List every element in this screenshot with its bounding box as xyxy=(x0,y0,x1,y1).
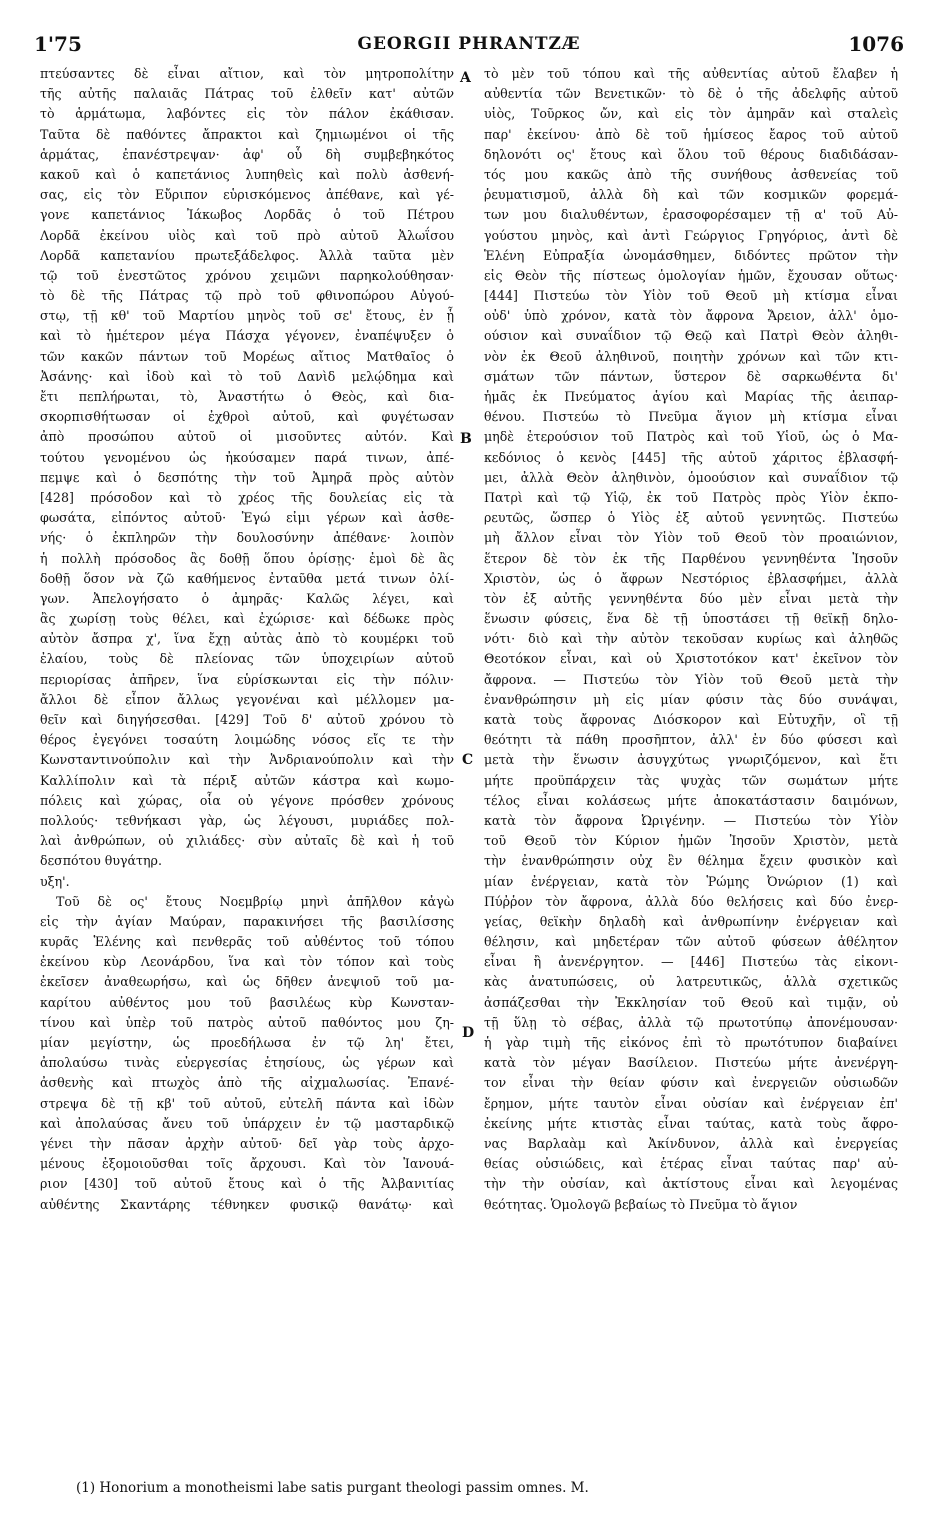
left-column-line: φωσάτα, εἰπόντος αὐτοῦ· Ἐγώ εἰμι γέρων καὶ ἀσθε- xyxy=(40,510,454,526)
right-column-line: ούσιον καὶ συναΐδιον τῷ Θεῷ καὶ Πατρὶ Θεὸν ἀληθι- xyxy=(484,328,898,344)
right-column-line: δηλονότι ος' ἔτους καὶ ὅλου τοῦ θέρους διαδιδάσαν- xyxy=(484,146,898,162)
right-column-line: ἕτερον δὲ τὸν ἐκ τῆς Παρθένου γεννηθέντα Ἰησοῦν xyxy=(484,550,898,566)
right-column-line: μήτε προϋπάρχειν τὰς ψυχὰς τῶν σωμάτων μήτε xyxy=(484,772,898,788)
left-column-line: καὶ ἀπολαύσας ἄνευ τοῦ ὑπάρχειν ἐν τῷ μασταρδικῷ xyxy=(40,1115,454,1131)
right-column-line: Χριστὸν, ὡς ὁ ἄφρων Νεστόριος ἐβλασφήμει, ἀλλὰ xyxy=(484,570,898,586)
left-column-line: Λορδᾶ καπετανίου πρωτεξάδελφος. Ἀλλὰ ταῦτα μὲν xyxy=(40,247,454,263)
left-column-line: ἀσθενὴς καὶ πτωχὸς ἀπὸ τῆς αἰχμαλωσίας. Ἐπανέ- xyxy=(40,1075,454,1091)
left-column-line: ἂς χωρίσῃ τοὺς θέλει, καὶ ἐχώρισε· καὶ δέδωκε πρὸς xyxy=(40,611,454,627)
left-column-line: Ἀσάνης· καὶ ἰδοὺ καὶ τὸ τοῦ Δανὶδ μελῴδημα καὶ xyxy=(40,368,454,384)
right-column-line: Ἑλένη Εὐπραξία ὠνομάσθημεν, διδόντες πρῶτον τὴν xyxy=(484,247,898,263)
right-column-line: μηδὲ ἑτερούσιον τοῦ Πατρὸς καὶ τοῦ Υἱοῦ, ὡς ὁ Μα- xyxy=(484,429,898,445)
right-column-line: τὴν τὴν οὐσίαν, καὶ ἀκτίστους εἶναι καὶ λεγομένας xyxy=(484,1176,898,1192)
left-column-line: μένους ἐξομοιοῦσθαι τοῖς ἄρχουσι. Καὶ τὸν Ἰανουά- xyxy=(40,1156,454,1172)
left-column-line: λαὶ ἀνθρώπων, οὐ χιλιάδες· σὺν αὐταῖς δὲ καὶ ἡ τοῦ xyxy=(40,833,454,849)
right-column-line: τὴν ἐνανθρώπησιν οὐχ ἓν θέλημα ἔχειν φυσικὸν καὶ xyxy=(484,853,898,869)
right-column-line: παρ' ἐκείνου· ἀπὸ δὲ τοῦ ἡμίσεος ἔαρος τοῦ αὐτοῦ xyxy=(484,126,898,142)
left-column-line: Κωνσταντινούπολιν καὶ τὴν Ἀνδριανούπολιν καὶ τὴν xyxy=(40,752,454,768)
running-title: GEORGII PHRANTZÆ xyxy=(357,34,581,54)
left-column-line: ἔτι πεπλήρωται, τὸ, Ἀναστήτω ὁ Θεὸς, καὶ δια- xyxy=(40,389,454,404)
right-column-line: ἐκείνης μήτε κτιστὰς εἶναι ταύτας, κατὰ τοὺς ἄφρο- xyxy=(484,1115,898,1131)
right-column-line: ἐνανθρώπησιν μὴ εἰς μίαν φύσιν τὰς δύο συνάψαι, xyxy=(484,691,898,707)
right-column xyxy=(484,64,898,1215)
right-column-line: τον εἶναι τὴν θείαν φύσιν καὶ ἐνεργειῶν οὐσιωδῶν xyxy=(484,1075,898,1091)
left-column-line: γων. Ἀπελογήσατο ὁ ἀμηρᾶς· Καλῶς λέγει, καὶ xyxy=(40,590,454,606)
running-header xyxy=(34,32,904,62)
left-column-line: τούτου γενομένου ὡς ἠκούσαμεν παρά τινων, ἀπέ- xyxy=(40,449,454,465)
right-column-line: τός μου κακῶς ἀπὸ τῆς συνήθους ἀσθενείας τοῦ xyxy=(484,166,898,182)
right-column-line: μετὰ τὴν ἕνωσιν ἀσυγχύτως γνωριζόμενον, καὶ ἔτι xyxy=(484,752,898,768)
right-column-line: θέλησιν, καὶ μηδετέραν τῶν αὐτοῦ φύσεων ἀθέλητον xyxy=(484,934,898,950)
left-column-line: στρεψα δὲ τῇ κβ' τοῦ αὐτοῦ, εὐτελῆ πάντα καὶ ἰδὼν xyxy=(40,1095,454,1111)
left-column-line: ἐλαίου, τοὺς δὲ πλείονας τῶν ὑποχειρίων αὐτοῦ xyxy=(40,651,454,667)
left-column-line: θέρος ἐγεγόνει τοσαύτη λοιμώδης νόσος εἴς τε τὴν xyxy=(40,732,454,748)
right-column-line: μει, ἀλλὰ Θεὸν ἀληθινὸν, ὁμοούσιον καὶ συναΐδιον τῷ xyxy=(484,469,898,485)
left-column-line: πόλεις καὶ χώρας, οἷα οὐ γέγονε πρόσθεν χρόνους xyxy=(40,792,454,808)
left-column-line: Ταῦτα δὲ παθόντες ἄπρακτοι καὶ ζημιωμένοι οἱ τῆς xyxy=(40,126,454,142)
right-column-line: Πατρὶ καὶ τῷ Υἱῷ, ἐκ τοῦ Πατρὸς πρὸς Υἱὸν ἐκπο- xyxy=(484,489,898,505)
left-column-line: καρίτου αὐθέντος μου τοῦ βασιλέως κὺρ Κωνσταν- xyxy=(40,994,454,1010)
left-column-line: γένει τὴν πᾶσαν ἀρχὴν αὐτοῦ· δεῖ γὰρ τοὺς ἀρχο- xyxy=(40,1135,454,1151)
left-column-line: ἐκείνου κὺρ Λεονάρδου, ἵνα καὶ τὸν τόπον καὶ τοὺς xyxy=(40,954,454,970)
right-column-line: ἕνωσιν φύσεις, ἕνα δὲ τῇ ὑποστάσει τῇ θεϊκῇ δηλο- xyxy=(484,611,898,627)
left-column-line: ἁρμάτας, ἐπανέστρεψαν· ἀφ' οὗ δὴ συμβεβηκότος xyxy=(40,146,454,162)
right-column-line: ἄφρονα. — Πιστεύω τὸν Υἱὸν τοῦ Θεοῦ μετὰ τὴν xyxy=(484,671,898,687)
right-column-line: γείας, θεϊκὴν δηλαδὴ καὶ ἀνθρωπίνην ἐνέργειαν καὶ xyxy=(484,913,898,929)
left-column-line: πεμψε καὶ ὁ δεσπότης τὴν τοῦ Ἀμηρᾶ πρὸς αὐτὸν xyxy=(40,469,454,485)
right-column-line: αὐθεντία τῶν Βενετικῶν· τὸ δὲ ὁ τῆς ἀδελφῆς αὐτοῦ xyxy=(484,86,898,102)
left-column-line: κακοῦ καὶ ὁ καπετάνιος λυπηθεὶς καὶ πολὺ ἀσθενή- xyxy=(40,166,454,182)
right-column-line: νότι· διὸ καὶ τὴν αὐτὸν τεκοῦσαν κυρίως καὶ ἀληθῶς xyxy=(484,631,898,647)
right-column-line: ῥευματισμοῦ, ἀλλὰ δὴ καὶ τῶν κοσμικῶν φορεμά- xyxy=(484,187,898,203)
left-column-line: αὐθέντης Σκαντάρης τέθνηκεν φυσικῷ θανάτῳ· καὶ xyxy=(40,1196,454,1212)
right-column-line: κατὰ τὸν μέγαν Βασίλειον. Πιστεύω μήτε ἀνενέργη- xyxy=(484,1055,898,1071)
right-column-line: ρευτῶς, ὥσπερ ὁ Υἱὸς ἐξ αὐτοῦ γεννητῶς. Πιστεύω xyxy=(484,510,898,526)
left-column-line: μίαν μεγίστην, ὡς προεδήλωσα ἐν τῷ λη' ἔτει, xyxy=(40,1035,454,1050)
margin-letter-d: D xyxy=(462,1025,475,1041)
left-column-line: περιορίσας ἀπῆρεν, ἵνα εὑρίσκωνται εἰς τὴν πόλιν· xyxy=(40,671,454,687)
left-column-line: ἐκεῖσεν ἀναθεωρήσω, καὶ ὡς δῆθεν ἀνεψιοῦ τοῦ μα- xyxy=(40,974,454,990)
right-column-line: τοῦ Θεοῦ τὸν Κύριον ἡμῶν Ἰησοῦν Χριστὸν, μετὰ xyxy=(484,833,898,849)
left-column-line: τὸ ἁρμάτωμα, λαβόντες εἰς τὸν πάλον ἐκάθισαν. xyxy=(40,106,454,122)
left-column-line: Τοῦ δὲ ος' ἔτους Νοεμβρίῳ μηνὶ ἀπῆλθον κἀγὼ xyxy=(56,893,454,909)
right-column-line: κατὰ τοὺς ἄφρονας Διόσκορον καὶ Εὐτυχῆν, οἳ τῇ xyxy=(484,712,898,727)
left-column-line: σας, εἰς τὸν Εὔριπον εὑρισκόμενος ἀπέθανε, καὶ γέ- xyxy=(40,187,454,203)
right-column-line: οὐδ' ὑπὸ χρόνον, κατὰ τὸν ἄφρονα Ἄρειον, ἀλλ' ὁμο- xyxy=(484,308,898,324)
left-column-line: τῆς αὐτῆς παλαιᾶς Πάτρας τοῦ ἐλθεῖν κατ' αὐτῶν xyxy=(40,86,454,102)
left-column-line: Καλλίπολιν καὶ τὰ πέριξ αὐτῶν κάστρα καὶ κωμο- xyxy=(40,772,454,788)
right-column-line: θείας οὐσιώδεις, καὶ ἑτέρας εἶναι ταύτας παρ' αὐ- xyxy=(484,1156,898,1172)
right-column-line: νὸν ἐκ Θεοῦ ἀληθινοῦ, ποιητὴν χρόνων καὶ τῶν κτι- xyxy=(484,348,898,364)
right-column-line: κὰς ἀνατυπώσεις, οὐ λατρευτικῶς, ἀλλὰ σχετικῶς xyxy=(484,974,898,990)
right-column-line: θένου. Πιστεύω τὸ Πνεῦμα ἅγιον μὴ κτίσμα εἶναι xyxy=(484,409,898,425)
left-column-line: θεῖν καὶ διηγήσεσθαι. [429] Τοῦ δ' αὐτοῦ χρόνου τὸ xyxy=(40,712,454,727)
margin-letter-c: C xyxy=(462,752,474,768)
margin-letter-a: A xyxy=(460,70,471,86)
left-column-line: σκορπισθήτωσαν οἱ ἐχθροὶ αὐτοῦ, καὶ φυγέτωσαν xyxy=(40,409,454,425)
right-column-line: εἶναι ἢ ἀνενέργητον. — [446] Πιστεύω τὰς εἰκονι- xyxy=(484,954,898,970)
left-column-line: τῶν κακῶν πάντων τοῦ Μορέως αἴτιος Ματθαῖος ὁ xyxy=(40,348,454,364)
right-column-line: γούστου μηνὸς, καὶ ἀντὶ Γεώργιος Γρηγόριος, ἀντὶ δὲ xyxy=(484,227,898,243)
right-column-line: [444] Πιστεύω τὸν Υἱὸν τοῦ Θεοῦ μὴ κτίσμα εἶναι xyxy=(484,288,898,304)
left-column-line: ριον [430] τοῦ αὐτοῦ ἔτους καὶ ὁ τῆς Ἀλβανιτίας xyxy=(40,1176,454,1192)
right-column-line: τῇ ὕλῃ τὸ σέβας, ἀλλὰ τῷ πρωτοτύπῳ ἀπονέμουσαν· xyxy=(484,1014,898,1030)
left-column xyxy=(40,64,454,1215)
right-column-line: υἱὸς, Τοῦρκος ὤν, καὶ εἰς τὸν ἀμηρᾶν καὶ σταλεὶς xyxy=(484,106,898,122)
right-column-line: μὴ ἄλλον εἶναι τὸν Υἱὸν τοῦ Θεοῦ τὸν προαιώνιον, xyxy=(484,530,898,546)
left-column-line: καὶ τὸ ἡμέτερον μέγα Πάσχα γέγονεν, ἐναπέψυξεν ὁ xyxy=(40,328,454,344)
right-column-line: τέλος εἶναι κολάσεως μήτε ἀποκατάστασιν δαιμόνων, xyxy=(484,792,898,808)
right-column-line: ἔρημον, μήτε ταυτὸν εἶναι οὐσίαν καὶ ἐνέργειαν ἐπ' xyxy=(484,1095,898,1111)
left-column-line: δοθῇ ὅσον νὰ ζῶ καθήμενος ἐνταῦθα μετά τινων ὀλί- xyxy=(40,570,454,586)
right-column-line: θεότητι τὰ πάθη προσῆπτον, ἀλλ' ἐν δύο φύσεσι καὶ xyxy=(484,732,898,748)
right-column-line: νας Βαρλαὰμ καὶ Ἀκίνδυνον, ἀλλὰ καὶ ἐνεργείας xyxy=(484,1135,898,1151)
right-column-line: τὸν ἐξ αὐτῆς γεννηθέντα δύο μὲν εἶναι μετὰ τὴν xyxy=(484,590,898,606)
left-column-line: ἄλλοι δὲ εἶπον ἄλλως γεγονέναι καὶ μέλλομεν μα- xyxy=(40,691,454,707)
right-column-line: ἀσπάζεσθαι τὴν Ἐκκλησίαν τοῦ Θεοῦ καὶ τιμᾷν, οὐ xyxy=(484,994,898,1010)
page-number-left: 1'75 xyxy=(34,32,82,56)
right-column-line: ἡμᾶς ἐκ Πνεύματος ἁγίου καὶ Μαρίας τῆς ἀειπαρ- xyxy=(484,389,898,404)
left-column-line: τίνου καὶ ὑπὲρ τοῦ πατρὸς αὐτοῦ παθόντος μου ζη- xyxy=(40,1014,454,1030)
left-column-line: ἀπολαύσω τινὰς εὐεργεσίας ἐτησίους, ὡς γέρων καὶ xyxy=(40,1055,454,1071)
right-column-line: κεδόνιος ὁ κενὸς [445] τῆς αὐτοῦ χάριτος ἐβλασφή- xyxy=(484,449,898,465)
left-column-line: Λορδᾶ ἐκείνου υἱὸς καὶ τοῦ πρὸ αὐτοῦ Ἀλωΐσου xyxy=(40,227,454,243)
footnote: (1) Honorium a monotheismi labe satis purgant theologi passim omnes. M. xyxy=(76,1480,589,1496)
left-column-line: ἀπὸ προσώπου αὐτοῦ οἱ μισοῦντες αὐτόν. Καὶ xyxy=(40,429,454,445)
page-number-right: 1076 xyxy=(848,32,904,56)
left-column-line: υξη'. xyxy=(40,873,70,889)
left-column-line: [428] πρόσοδον καὶ τὸ χρέος τῆς δουλείας εἰς τὰ xyxy=(40,489,454,505)
left-column-line: αὐτὸν ἄσπρα χ', ἵνα ἔχῃ αὐτὰς ἀπὸ τὸ κουμέρκι τοῦ xyxy=(40,631,454,647)
right-column-line: ἡ γὰρ τιμὴ τῆς εἰκόνος ἐπὶ τὸ πρωτότυπον διαβαίνει xyxy=(484,1035,898,1050)
left-column-line: ἡ πολλὴ πρόσοδος ἂς δοθῇ ὅπου ὁρίσῃς· ἐμοὶ δὲ ἂς xyxy=(40,550,454,566)
left-column-line: γονε καπετάνιος Ἰάκωβος Λορδᾶς ὁ τοῦ Πέτρου xyxy=(40,207,454,223)
left-column-line: εἰς τὴν ἁγίαν Μαύραν, παρακινήσει τῆς βασιλίσσης xyxy=(40,913,454,929)
right-column-line: Πύῤῥον τὸν ἄφρονα, ἀλλὰ δύο θελήσεις καὶ δύο ἐνερ- xyxy=(484,893,898,909)
right-column-line: μίαν ἐνέργειαν, κατὰ τὸν Ῥώμης Ὀνώριον (1) καὶ xyxy=(484,873,898,889)
left-column-line: δεσπότου θυγάτηρ. xyxy=(40,853,162,869)
right-column-line: κατὰ τὸν ἄφρονα Ὠριγένην. — Πιστεύω τὸν Υἱὸν xyxy=(484,812,898,828)
right-column-line: εἰς Θεὸν τῆς πίστεως ὁμολογίαν ἡμῶν, ἔχουσαν οὕτως· xyxy=(484,267,898,283)
margin-letter-b: B xyxy=(460,431,472,447)
right-column-line: θεότητας. Ὁμολογῶ βεβαίως τὸ Πνεῦμα τὸ ἅγιον xyxy=(484,1196,798,1212)
right-column-line: σμάτων τῶν πάντων, ὕστερον δὲ σαρκωθέντα δι' xyxy=(484,368,898,384)
left-column-line: νής· ὁ ἐκπληρῶν τὴν δουλοσύνην ἀπέθανε· λοιπὸν xyxy=(40,530,454,546)
left-column-line: κυρᾶς Ἑλένης καὶ πενθερᾶς τοῦ αὐθέντος τοῦ τόπου xyxy=(40,934,454,950)
left-column-line: πολλούς· τεθνήκασι γὰρ, ὡς λέγουσι, μυριάδες πολ- xyxy=(40,812,454,828)
right-column-line: τὸ μὲν τοῦ τόπου καὶ τῆς αὐθεντίας αὐτοῦ ἔλαβεν ἡ xyxy=(484,66,898,81)
left-column-line: τὸ δὲ τῆς Πάτρας τῷ πρὸ τοῦ φθινοπώρου Αὐγού- xyxy=(40,288,454,304)
left-column-line: στῳ, τῇ κθ' τοῦ Μαρτίου μηνὸς τοῦ σε' ἔτους, ἐν ᾗ xyxy=(40,308,454,324)
right-column-line: των μου διαλυθέντων, ἐρασοφορέσαμεν τῇ α' τοῦ Αὐ- xyxy=(484,207,898,223)
left-column-line: πτεύσαντες δὲ εἶναι αἴτιον, καὶ τὸν μητροπολίτην xyxy=(40,66,454,81)
left-column-line: τῷ τοῦ ἐνεστῶτος χρόνου χειμῶνι παρηκολούθησαν· xyxy=(40,267,454,283)
right-column-line: Θεοτόκον εἶναι, καὶ οὐ Χριστοτόκον κατ' ἐκεῖνον τὸν xyxy=(484,651,898,667)
